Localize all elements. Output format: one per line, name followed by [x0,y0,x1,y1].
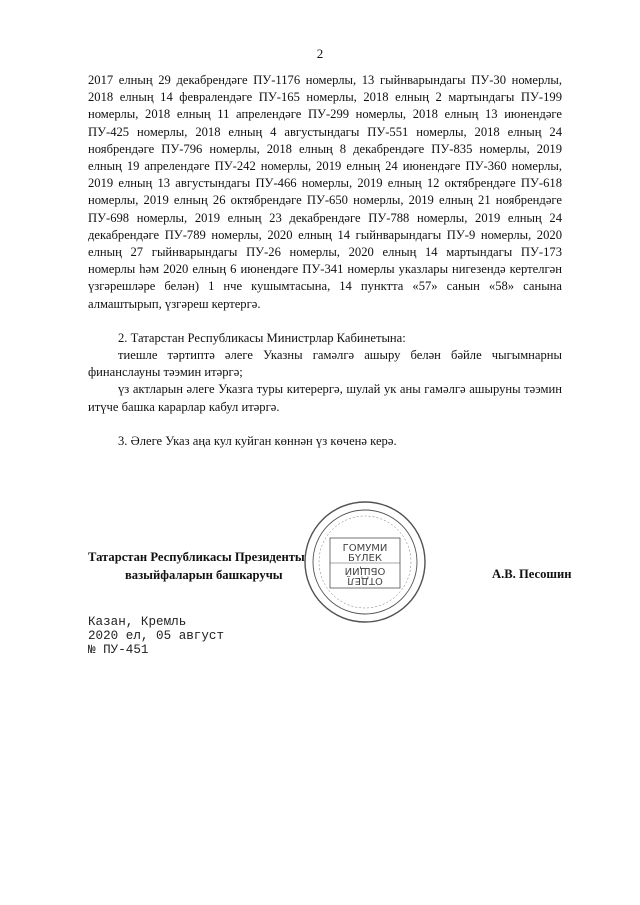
paragraph-clause-3: 3. Әлеге Указ аңа кул куйган көннән үз көченә керә. [118,433,397,448]
paragraph-clause-2: 2. Татарстан Республикасы Министрлар Кабинетына: [118,330,406,345]
document-body [88,72,562,450]
svg-text:ГОМУМИ: ГОМУМИ [342,543,388,554]
signature-position-line1: Татарстан Республикасы Президенты [88,550,305,564]
paragraph-acts: үз актларын әлеге Указга туры китерергә, шулай ук аны гамәлгә ашыруны тәэмин итүче башка карарлар кабул итәргә. [88,382,562,414]
document-footer [88,615,224,657]
official-seal [300,498,430,626]
svg-text:ОТДЕЛ: ОТДЕЛ [347,575,383,586]
signature-position-line2: вазыйфаларын башкаручы [125,568,283,582]
svg-text:ОБЩИЙ: ОБЩИЙ [344,565,386,576]
page-number: 2 [316,46,324,61]
signature-name: А.В. Песошин [492,567,572,581]
svg-text:БҮЛЕК: БҮЛЕК [348,553,382,564]
footer-place: Казан, Кремль [88,615,187,629]
signature-position [88,548,305,584]
paragraph-financing: тиешле тәртиптә әлеге Указны гамәлгә ашыру белән бәйле чыгымнарны финанслауны тәэмин итәргә; [88,348,562,380]
footer-date: 2020 ел, 05 август [88,629,225,643]
footer-number: № ПУ-451 [88,643,149,657]
paragraph-amendment-list: 2017 елның 29 декабрендәге ПУ-1176 номерлы, 13 гыйнварындагы ПУ-30 номерлы, 2018 елның 14 февралендәге ПУ-165 номерлы, 2018 елның 2 мартындагы ПУ-199 номерлы, 2018 елның 11 апрелендәге ПУ-299 номерлы, 2018 елның 13 июнендәге ПУ-425 номерлы, 2018 елның 4 августындагы ПУ-551 номерлы, 2018 елның 24 ноябрендәге ПУ-796 номерлы, 2018 елның 8 декабрендәге ПУ-835 номерлы, 2019 елның 19 апрелендәге ПУ-242 номерлы, 2019 елның 24 июнендәге ПУ-360 номерлы, 2019 елның 13 августындагы ПУ-466 номерлы, 2019 елның 12 октябрендәге ПУ-618 номерлы, 2019 елның 26 октябрендәге ПУ-650 номерлы, 2019 елның 21 ноябрендәге ПУ-698 номерлы, 2019 елның 23 декабрендәге ПУ-788 номерлы, 2019 елның 24 декабрендәге ПУ-789 номерлы, 2020 елның 14 гыйнварындагы ПУ-9 номерлы, 2020 елның 27 гыйнварындагы ПУ-26 номерлы, 2020 елның 14 мартындагы ПУ-173 номерлы һәм 2020 елның 6 июнендәге ПУ-341 номерлы указлары нигезендә кертелгән үзгәрешләре белән) 1 нче кушымтасына, 14 пунктта «57» санын «58» санына алмаштырып, үзгәреш кертергә. [88,73,562,311]
